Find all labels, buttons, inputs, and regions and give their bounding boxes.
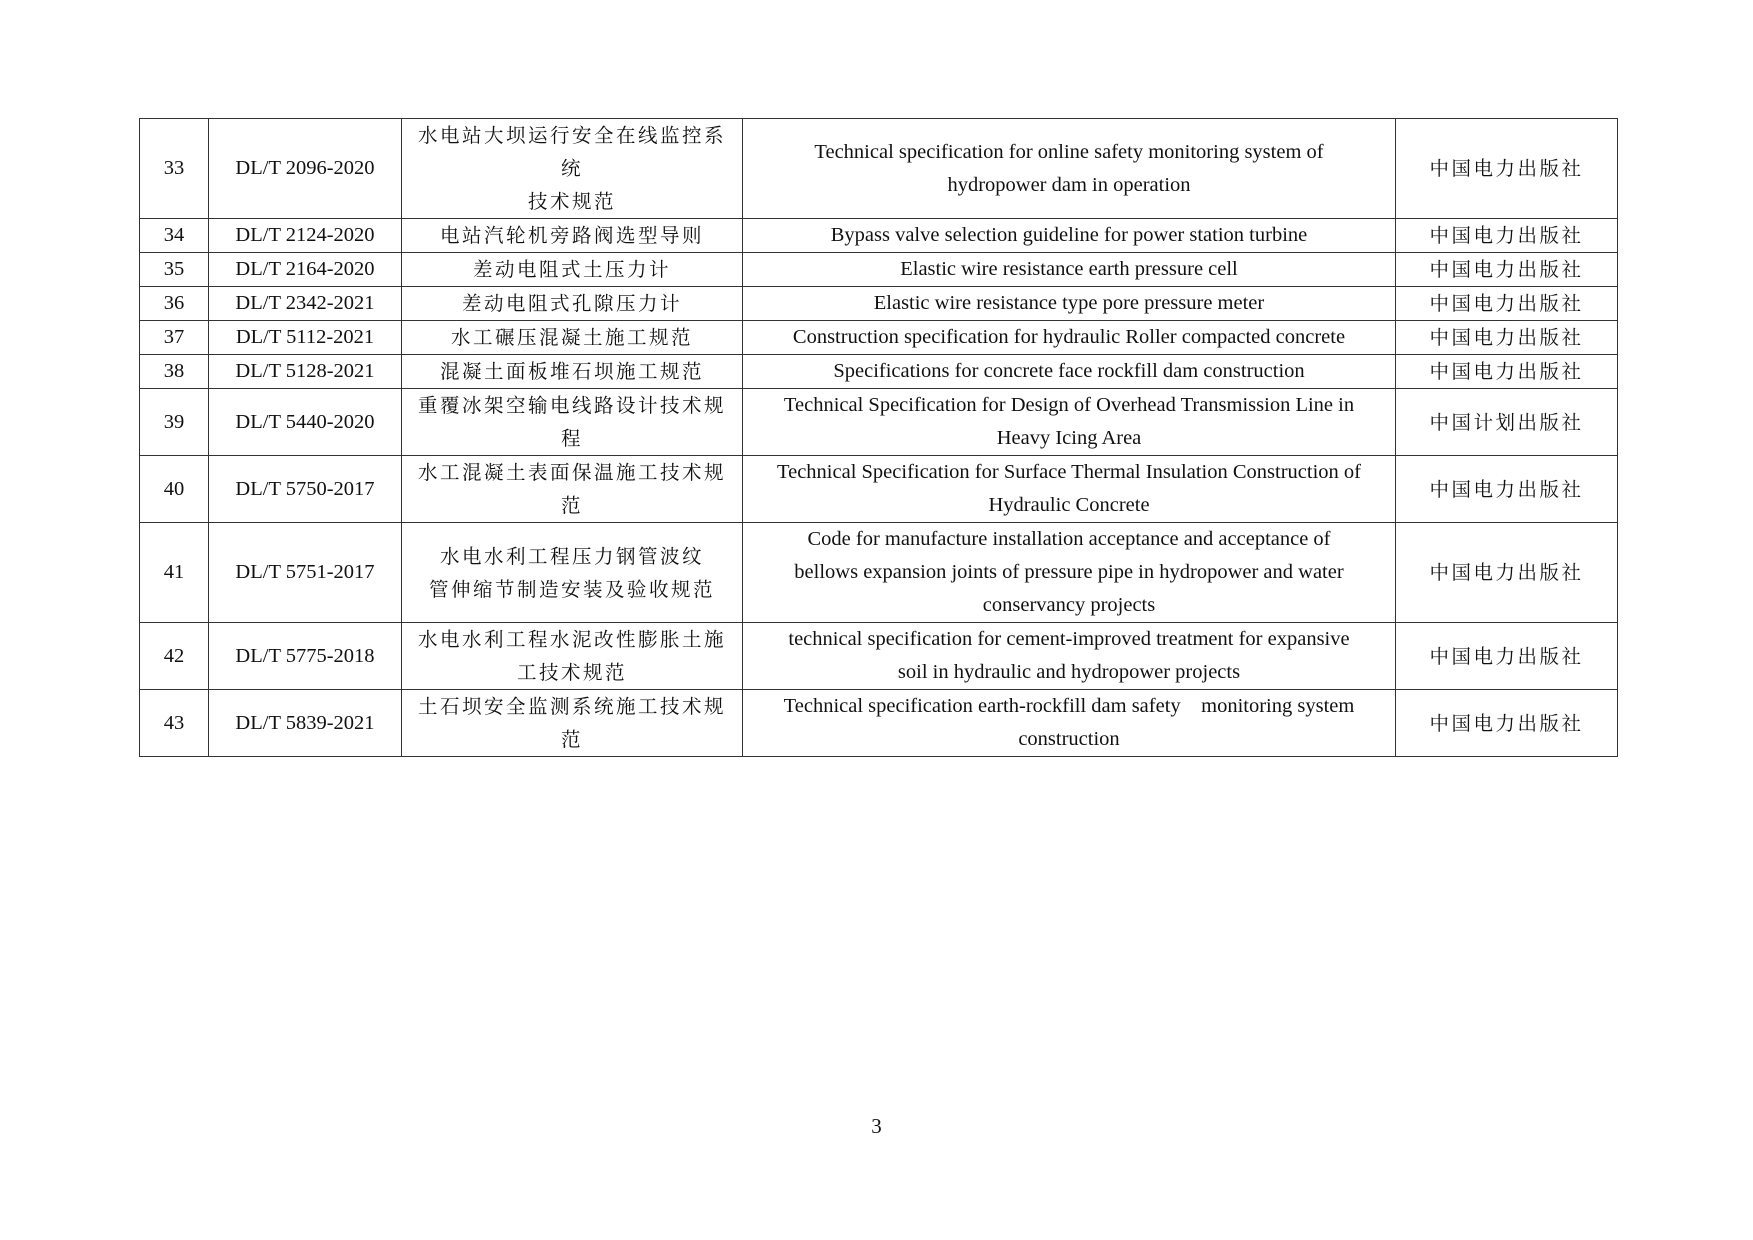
chinese-title-cell: 差动电阻式土压力计 [402, 253, 743, 287]
row-number-cell: 42 [140, 623, 209, 690]
english-title-cell: technical specification for cement-improved treatment for expansive soil in hydraulic and hydropower projects [743, 623, 1396, 690]
table-row [140, 690, 1618, 757]
publisher-cell: 中国电力出版社 [1396, 253, 1618, 287]
standard-code-cell: DL/T 5751-2017 [209, 523, 402, 623]
publisher-cell: 中国电力出版社 [1396, 523, 1618, 623]
chinese-title-cell: 混凝土面板堆石坝施工规范 [402, 355, 743, 389]
publisher-cell: 中国电力出版社 [1396, 287, 1618, 321]
chinese-title-cell: 土石坝安全监测系统施工技术规 范 [402, 690, 743, 757]
publisher-cell: 中国电力出版社 [1396, 119, 1618, 219]
row-number-cell: 36 [140, 287, 209, 321]
english-title-cell: Bypass valve selection guideline for power station turbine [743, 219, 1396, 253]
publisher-cell: 中国计划出版社 [1396, 389, 1618, 456]
table-row [140, 119, 1618, 219]
row-number-cell: 33 [140, 119, 209, 219]
publisher-cell: 中国电力出版社 [1396, 623, 1618, 690]
english-title-cell: Technical specification for online safety monitoring system of hydropower dam in operation [743, 119, 1396, 219]
english-title-cell: Specifications for concrete face rockfill dam construction [743, 355, 1396, 389]
english-title-cell: Technical Specification for Surface Thermal Insulation Construction of Hydraulic Concrete [743, 456, 1396, 523]
chinese-title-cell: 水电站大坝运行安全在线监控系统 技术规范 [402, 119, 743, 219]
standards-table [139, 118, 1618, 757]
table-row [140, 253, 1618, 287]
chinese-title-cell: 水电水利工程压力钢管波纹 管伸缩节制造安装及验收规范 [402, 523, 743, 623]
chinese-title-cell: 水工混凝土表面保温施工技术规 范 [402, 456, 743, 523]
english-title-cell: Elastic wire resistance type pore pressure meter [743, 287, 1396, 321]
row-number-cell: 38 [140, 355, 209, 389]
chinese-title-cell: 电站汽轮机旁路阀选型导则 [402, 219, 743, 253]
english-title-cell: Technical specification earth-rockfill dam safety monitoring system construction [743, 690, 1396, 757]
standard-code-cell: DL/T 2096-2020 [209, 119, 402, 219]
table-row [140, 355, 1618, 389]
english-title-cell: Technical Specification for Design of Overhead Transmission Line in Heavy Icing Area [743, 389, 1396, 456]
standard-code-cell: DL/T 5750-2017 [209, 456, 402, 523]
table-row [140, 321, 1618, 355]
row-number-cell: 41 [140, 523, 209, 623]
chinese-title-cell: 重覆冰架空输电线路设计技术规 程 [402, 389, 743, 456]
standard-code-cell: DL/T 5440-2020 [209, 389, 402, 456]
chinese-title-cell: 水工碾压混凝土施工规范 [402, 321, 743, 355]
standards-table-body [140, 119, 1618, 757]
standard-code-cell: DL/T 2164-2020 [209, 253, 402, 287]
standard-code-cell: DL/T 2124-2020 [209, 219, 402, 253]
standard-code-cell: DL/T 5775-2018 [209, 623, 402, 690]
english-title-cell: Code for manufacture installation acceptance and acceptance of bellows expansion joints of pressure pipe in hydropower and water conservancy projects [743, 523, 1396, 623]
publisher-cell: 中国电力出版社 [1396, 456, 1618, 523]
row-number-cell: 37 [140, 321, 209, 355]
row-number-cell: 35 [140, 253, 209, 287]
english-title-cell: Elastic wire resistance earth pressure cell [743, 253, 1396, 287]
chinese-title-cell: 水电水利工程水泥改性膨胀土施 工技术规范 [402, 623, 743, 690]
publisher-cell: 中国电力出版社 [1396, 219, 1618, 253]
standard-code-cell: DL/T 5128-2021 [209, 355, 402, 389]
row-number-cell: 34 [140, 219, 209, 253]
row-number-cell: 39 [140, 389, 209, 456]
table-row [140, 219, 1618, 253]
row-number-cell: 43 [140, 690, 209, 757]
table-row [140, 523, 1618, 623]
row-number-cell: 40 [140, 456, 209, 523]
english-title-cell: Construction specification for hydraulic Roller compacted concrete [743, 321, 1396, 355]
standard-code-cell: DL/T 2342-2021 [209, 287, 402, 321]
table-row [140, 287, 1618, 321]
table-row [140, 389, 1618, 456]
chinese-title-cell: 差动电阻式孔隙压力计 [402, 287, 743, 321]
standard-code-cell: DL/T 5839-2021 [209, 690, 402, 757]
page-number: 3 [871, 1114, 882, 1138]
publisher-cell: 中国电力出版社 [1396, 355, 1618, 389]
standard-code-cell: DL/T 5112-2021 [209, 321, 402, 355]
table-row [140, 623, 1618, 690]
table-row [140, 456, 1618, 523]
publisher-cell: 中国电力出版社 [1396, 321, 1618, 355]
publisher-cell: 中国电力出版社 [1396, 690, 1618, 757]
